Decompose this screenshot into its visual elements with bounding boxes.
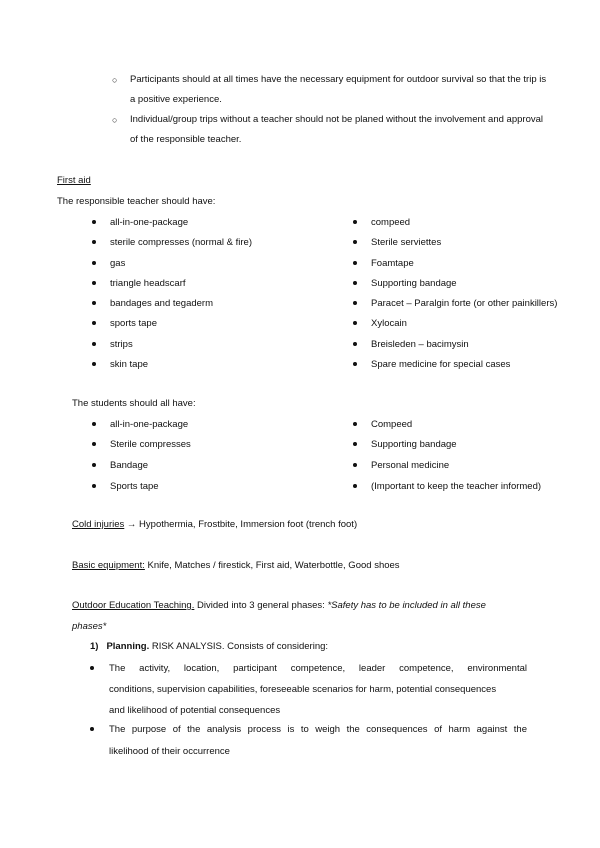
- phase-planning: [90, 641, 328, 652]
- list-item-text: Personal medicine: [371, 459, 450, 471]
- basic-equipment-text: Knife, Matches / firestick, First aid, Waterbottle, Good shoes: [144, 560, 400, 571]
- list-item-text: Paracet – Paralgin forte (or other painkillers): [371, 297, 558, 309]
- bullet-icon: [92, 321, 96, 325]
- list-item: [351, 458, 449, 472]
- cold-injuries-line: [72, 519, 357, 530]
- list-item-text: Compeed: [371, 418, 413, 430]
- planning-bullet-2-line-1: The purpose of the analysis process is to weigh the consequences of harm against the: [109, 724, 527, 735]
- teaching-label: Outdoor Education Teaching.: [72, 600, 195, 611]
- list-item: [90, 479, 159, 493]
- list-item: [90, 296, 213, 310]
- bullet-icon: [92, 240, 96, 244]
- list-item: [90, 215, 188, 229]
- bullet-icon: [92, 442, 96, 446]
- list-item: [90, 437, 191, 451]
- list-item: [90, 316, 157, 330]
- bullet-icon: [92, 261, 96, 265]
- bullet-icon: [353, 442, 357, 446]
- bullet-icon: [92, 422, 96, 426]
- list-item: [90, 235, 252, 249]
- list-item-text: Xylocain: [371, 317, 407, 329]
- teaching-text: Divided into 3 general phases:: [194, 600, 328, 611]
- list-item: [351, 215, 410, 229]
- list-item-text: compeed: [371, 216, 411, 228]
- list-item: [90, 357, 148, 371]
- intro-subitem-text: Participants should at all times have the necessary equipment for outdoor survival so that the trip is a positive experience.: [130, 74, 547, 105]
- intro-subitem-text: Individual/group trips without a teacher should not be planed without the involvement and approval of the responsible teacher.: [130, 114, 543, 145]
- planning-bullet-line-1: The activity, location, participant competence, leader competence, environmental: [109, 663, 527, 674]
- bullet-icon: [92, 281, 96, 285]
- list-item: [351, 479, 541, 493]
- bullet-icon: [90, 666, 94, 670]
- bullet-icon: [353, 301, 357, 305]
- basic-equipment-line: [72, 560, 400, 571]
- hollow-circle-icon: ○: [112, 75, 118, 85]
- list-item-text: (Important to keep the teacher informed): [371, 480, 542, 492]
- bullet-icon: [353, 484, 357, 488]
- basic-equipment-label: Basic equipment:: [72, 560, 145, 571]
- list-item-text: Sterile serviettes: [371, 236, 442, 248]
- planning-bullet: [90, 658, 94, 670]
- list-item: [351, 235, 441, 249]
- bullet-icon: [353, 342, 357, 346]
- phase-text: RISK ANALYSIS. Consists of considering:: [149, 641, 329, 652]
- list-item-text: Foamtape: [371, 257, 414, 269]
- bullet-icon: [353, 321, 357, 325]
- phase-number: 1): [90, 641, 99, 652]
- bullet-icon: [353, 362, 357, 366]
- list-item-text: sterile compresses (normal & fire): [110, 236, 253, 248]
- planning-bullet-2-line-2: likelihood of their occurrence: [109, 746, 230, 757]
- list-item-text: gas: [110, 257, 126, 269]
- list-item: [90, 256, 125, 270]
- intro-subitem: [112, 70, 552, 110]
- list-item: [351, 437, 457, 451]
- bullet-icon: [92, 362, 96, 366]
- planning-bullet-line-2: conditions, supervision capabilities, foreseeable scenarios for harm, potential consequences: [109, 684, 497, 695]
- phase-title: Planning.: [106, 641, 150, 652]
- safety-note-continued: [72, 621, 106, 632]
- bullet-icon: [353, 281, 357, 285]
- students-intro: The students should all have:: [72, 398, 196, 409]
- intro-subitem: [112, 110, 552, 150]
- list-item: [351, 276, 457, 290]
- list-item: [90, 337, 133, 351]
- safety-note: *Safety has to be included in all these: [327, 600, 486, 611]
- list-item-text: Sports tape: [110, 480, 159, 492]
- bullet-icon: [92, 220, 96, 224]
- list-item-text: all-in-one-package: [110, 418, 189, 430]
- list-item: [351, 337, 469, 351]
- list-item-text: skin tape: [110, 358, 149, 370]
- bullet-icon: [353, 240, 357, 244]
- hollow-circle-icon: ○: [112, 115, 118, 125]
- teaching-line: [72, 600, 486, 611]
- bullet-icon: [353, 261, 357, 265]
- list-item-text: Supporting bandage: [371, 438, 457, 450]
- cold-injuries-label: Cold injuries: [72, 519, 125, 530]
- planning-bullet-line-3: and likelihood of potential consequences: [109, 705, 281, 716]
- bullet-icon: [353, 422, 357, 426]
- bullet-icon: [353, 463, 357, 467]
- list-item-text: bandages and tegaderm: [110, 297, 213, 309]
- list-item: [351, 256, 414, 270]
- list-item: [90, 276, 186, 290]
- list-item-text: strips: [110, 338, 133, 350]
- bullet-icon: [92, 484, 96, 488]
- list-item-text: Sterile compresses: [110, 438, 191, 450]
- list-item-text: Bandage: [110, 459, 149, 471]
- bullet-icon: [92, 342, 96, 346]
- list-item-text: sports tape: [110, 317, 157, 329]
- list-item-text: Supporting bandage: [371, 277, 457, 289]
- teacher-intro: The responsible teacher should have:: [57, 196, 216, 207]
- planning-bullet: [90, 719, 94, 731]
- list-item: [90, 417, 188, 431]
- list-item-text: Spare medicine for special cases: [371, 358, 511, 370]
- list-item: [351, 296, 557, 310]
- bullet-icon: [92, 301, 96, 305]
- bullet-icon: [353, 220, 357, 224]
- bullet-icon: [90, 727, 94, 731]
- list-item: [351, 357, 510, 371]
- bullet-icon: [92, 463, 96, 467]
- list-item: [351, 316, 407, 330]
- safety-note-text: phases*: [72, 621, 107, 632]
- list-item-text: triangle headscarf: [110, 277, 186, 289]
- list-item-text: Breisleden – bacimysin: [371, 338, 469, 350]
- cold-injuries-text: → Hypothermia, Frostbite, Immersion foot (trench foot): [124, 519, 358, 530]
- list-item: [90, 458, 148, 472]
- first-aid-heading: First aid: [57, 175, 91, 186]
- list-item: [351, 417, 412, 431]
- list-item-text: all-in-one-package: [110, 216, 189, 228]
